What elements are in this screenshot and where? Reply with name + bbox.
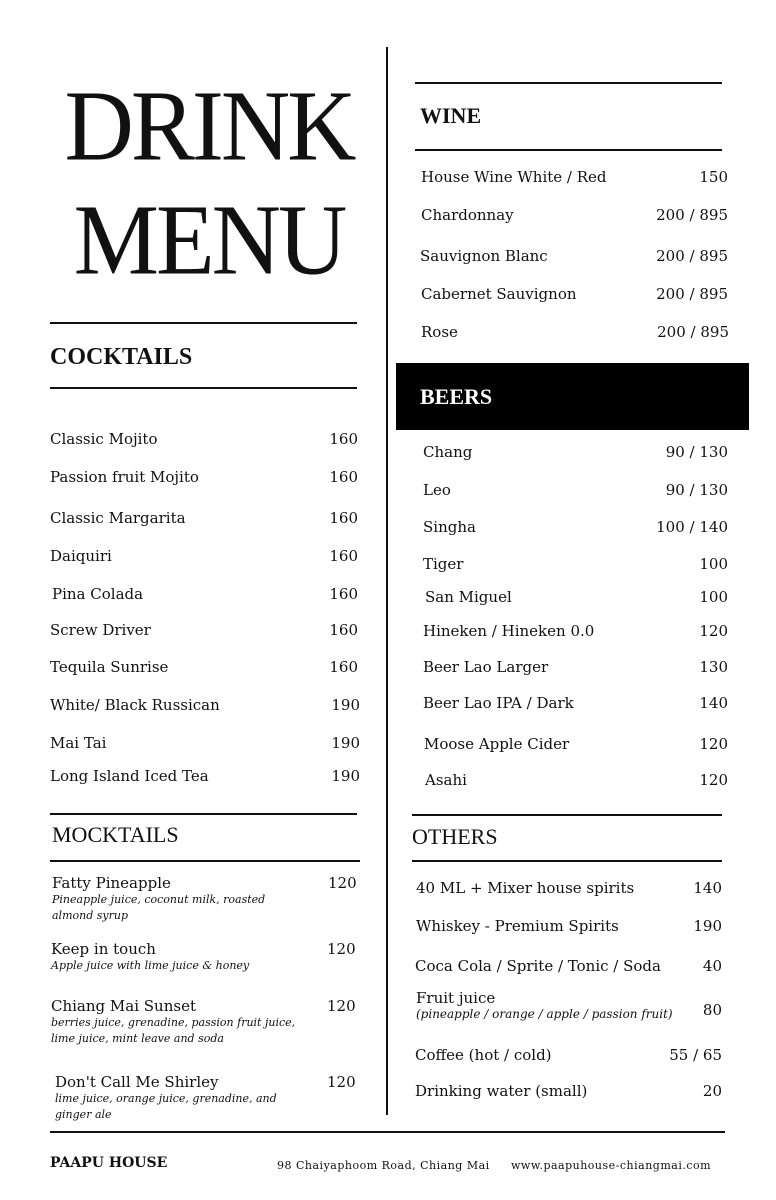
item-name: House Wine White / Red	[421, 168, 607, 186]
list-item	[425, 588, 728, 606]
item-price: 200 / 895	[656, 247, 728, 265]
item-price: 190	[331, 696, 360, 714]
list-item	[50, 509, 358, 527]
list-item	[421, 323, 729, 341]
beers-heading: BEERS	[420, 384, 493, 409]
list-item	[416, 989, 722, 1021]
item-name: Asahi	[425, 771, 467, 789]
list-item	[51, 997, 371, 1047]
cocktails-rule-top	[50, 322, 357, 324]
list-item	[421, 206, 728, 224]
item-price: 120	[699, 735, 728, 753]
item-name: Daiquiri	[50, 547, 112, 565]
item-price: 120	[699, 622, 728, 640]
item-name: Beer Lao IPA / Dark	[423, 694, 574, 712]
item-name: White/ Black Russican	[50, 696, 220, 714]
wine-rule-bottom	[415, 149, 722, 151]
item-name: Leo	[423, 481, 451, 499]
item-price: 160	[329, 468, 358, 486]
item-name: Screw Driver	[50, 621, 151, 639]
item-name: Singha	[423, 518, 476, 536]
item-price: 90 / 130	[665, 481, 728, 499]
item-price: 160	[329, 658, 358, 676]
list-item	[416, 879, 722, 897]
item-name: 40 ML + Mixer house spirits	[416, 879, 635, 897]
item-name: Coffee (hot / cold)	[415, 1046, 552, 1064]
item-name: Chardonnay	[421, 206, 514, 224]
list-item	[423, 443, 728, 461]
item-name: Cabernet Sauvignon	[421, 285, 577, 303]
title-menu: MENU	[73, 183, 345, 296]
item-name: Rose	[421, 323, 458, 341]
list-item	[50, 658, 358, 676]
item-price: 160	[329, 547, 358, 565]
item-price: 140	[693, 879, 722, 897]
wine-heading: WINE	[420, 103, 482, 128]
item-name: Coca Cola / Sprite / Tonic / Soda	[415, 957, 661, 975]
item-price: 150	[699, 168, 728, 186]
mocktails-heading: MOCKTAILS	[52, 822, 179, 847]
item-price: 200 / 895	[656, 285, 728, 303]
item-description: (pineapple / orange / apple / passion fruit)	[416, 1007, 673, 1021]
item-name: Pina Colada	[52, 585, 144, 603]
item-price: 80	[702, 1001, 722, 1019]
item-price: 160	[329, 509, 358, 527]
item-name: Whiskey - Premium Spirits	[416, 917, 619, 935]
item-name: Fatty Pineapple	[52, 874, 171, 892]
item-name: Keep in touch	[51, 940, 156, 958]
cocktails-rule-bottom	[50, 387, 357, 389]
item-name: Passion fruit Mojito	[50, 468, 199, 486]
list-item	[50, 430, 358, 448]
item-price: 120	[327, 997, 356, 1015]
column-divider	[386, 47, 388, 1115]
mocktails-rule-bottom	[50, 860, 360, 862]
item-price: 40	[702, 957, 722, 975]
list-item	[55, 1073, 375, 1123]
list-item	[415, 1046, 722, 1064]
item-name: Long Island Iced Tea	[50, 767, 209, 785]
footer-brand: PAAPU HOUSE	[50, 1155, 168, 1171]
list-item	[50, 547, 358, 565]
item-price: 190	[331, 734, 360, 752]
footer-website[interactable]: www.paapuhouse-chiangmai.com	[511, 1159, 712, 1172]
wine-rule-top	[415, 82, 722, 84]
list-item	[52, 585, 358, 603]
item-price: 130	[699, 658, 728, 676]
item-name: Tequila Sunrise	[50, 658, 169, 676]
item-name: Don't Call Me Shirley	[55, 1073, 219, 1091]
item-name: San Miguel	[425, 588, 512, 606]
item-price: 90 / 130	[665, 443, 728, 461]
item-price: 190	[331, 767, 360, 785]
item-name: Classic Margarita	[50, 509, 186, 527]
item-price: 20	[702, 1082, 722, 1100]
item-price: 120	[327, 940, 356, 958]
mocktails-rule-top	[50, 813, 357, 815]
list-item	[423, 555, 728, 573]
item-name: Drinking water (small)	[415, 1082, 588, 1100]
list-item	[425, 771, 728, 789]
list-item	[50, 696, 360, 714]
item-description: berries juice, grenadine, passion fruit juice, lime juice, mint leave and soda	[51, 1016, 296, 1045]
item-price: 120	[327, 1073, 356, 1091]
list-item	[423, 658, 728, 676]
item-name: Fruit juice	[416, 989, 496, 1007]
list-item	[423, 481, 728, 499]
item-price: 120	[699, 771, 728, 789]
item-price: 190	[693, 917, 722, 935]
list-item	[50, 767, 360, 785]
footer-address: 98 Chaiyaphoom Road, Chiang Mai	[277, 1159, 490, 1172]
list-item	[416, 917, 722, 935]
list-item	[421, 168, 728, 186]
list-item	[50, 734, 360, 752]
item-price: 100 / 140	[656, 518, 728, 536]
list-item	[423, 694, 728, 712]
item-name: Mai Tai	[50, 734, 107, 752]
list-item	[421, 285, 728, 303]
item-description: Apple juice with lime juice & honey	[51, 959, 250, 972]
list-item	[423, 622, 728, 640]
item-price: 55 / 65	[669, 1046, 722, 1064]
list-item	[50, 621, 358, 639]
list-item	[50, 468, 358, 486]
item-name: Sauvignon Blanc	[420, 247, 548, 265]
item-price: 160	[329, 621, 358, 639]
others-heading: OTHERS	[412, 824, 498, 849]
item-price: 140	[699, 694, 728, 712]
list-item	[415, 1082, 722, 1100]
item-name: Tiger	[423, 555, 464, 573]
item-name: Chang	[423, 443, 473, 461]
item-name: Moose Apple Cider	[424, 735, 570, 753]
item-price: 100	[699, 588, 728, 606]
item-price: 100	[699, 555, 728, 573]
list-item	[52, 874, 372, 924]
item-price: 200 / 895	[656, 206, 728, 224]
item-price: 160	[329, 430, 358, 448]
list-item	[51, 940, 371, 974]
item-name: Chiang Mai Sunset	[51, 997, 196, 1015]
cocktails-heading: COCKTAILS	[50, 344, 193, 370]
footer-rule	[50, 1131, 725, 1133]
item-name: Beer Lao Larger	[423, 658, 549, 676]
item-name: Classic Mojito	[50, 430, 158, 448]
list-item	[423, 518, 728, 536]
title-drink: DRINK	[64, 69, 354, 182]
others-rule-bottom	[412, 860, 722, 862]
list-item	[420, 247, 728, 265]
item-description: Pineapple juice, coconut milk, roasted almond syrup	[52, 893, 266, 922]
item-price: 200 / 895	[657, 323, 729, 341]
item-name: Hineken / Hineken 0.0	[423, 622, 595, 640]
others-rule-top	[412, 814, 722, 816]
item-price: 160	[329, 585, 358, 603]
item-description: lime juice, orange juice, grenadine, and ginger ale	[55, 1092, 277, 1121]
list-item	[415, 957, 722, 975]
list-item	[424, 735, 728, 753]
item-price: 120	[328, 874, 357, 892]
